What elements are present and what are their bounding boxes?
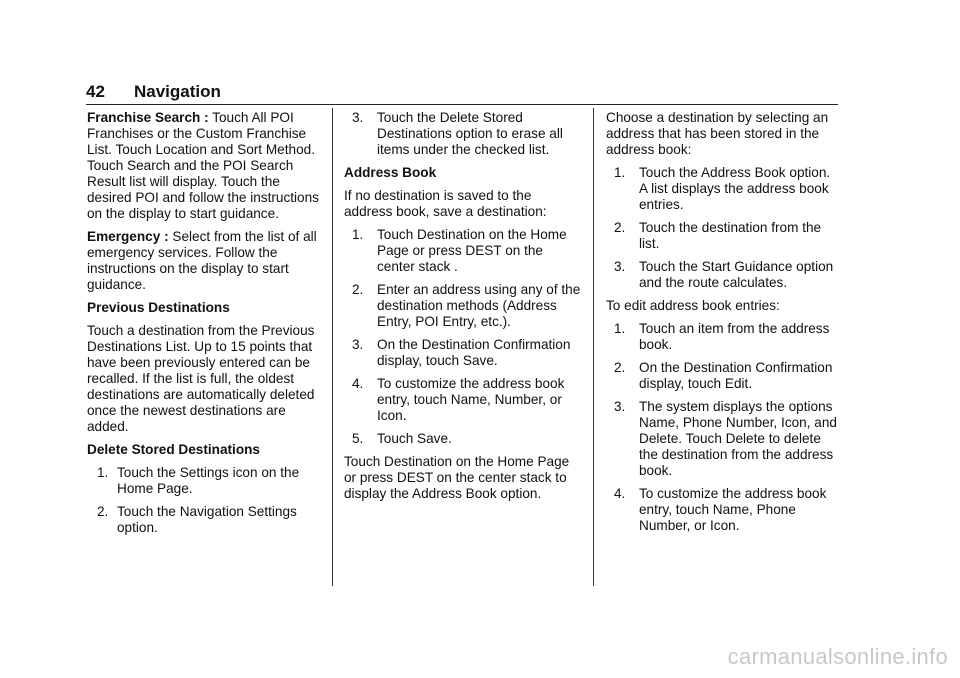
- step-number: 3.: [614, 259, 626, 274]
- franchise-search-term: Franchise Search :: [87, 110, 209, 125]
- step-number: 1.: [614, 165, 626, 180]
- page-header: [86, 82, 838, 104]
- previous-destinations-heading: Previous Destinations: [87, 300, 230, 315]
- step-text: Touch an item from the address book.: [639, 321, 830, 352]
- address-book-intro: If no destination is saved to the address book, save a destination:: [344, 188, 547, 219]
- step-number: 3.: [352, 110, 364, 125]
- step-text: Touch the Delete Stored Destinations option to erase all items under the checked list.: [377, 110, 563, 157]
- list-item: [344, 282, 581, 330]
- step-text: On the Destination Confirmation display, touch Save.: [377, 337, 571, 368]
- column-2: [344, 110, 581, 509]
- step-text: Touch the Navigation Settings option.: [117, 504, 297, 535]
- edit-steps-list: [606, 321, 840, 534]
- step-text: Touch Destination on the Home Page or press DEST on the center stack .: [377, 227, 567, 274]
- step-text: Enter an address using any of the destination methods (Address Entry, POI Entry, etc.).: [377, 282, 581, 329]
- list-item: [606, 165, 840, 213]
- list-item: [87, 504, 320, 536]
- delete-stored-destinations-heading: Delete Stored Destinations: [87, 442, 260, 457]
- previous-destinations-text: Touch a destination from the Previous Destinations List. Up to 15 points that have been previously entered can be recalled. If the list is full, the oldest destinations are automatically deleted once the newest destinations are added.: [87, 323, 315, 434]
- choose-destination-intro: Choose a destination by selecting an address that has been stored in the address book:: [606, 110, 829, 157]
- list-item: [606, 259, 840, 291]
- step-text: Touch the Address Book option. A list displays the address book entries.: [639, 165, 831, 212]
- header-rule: [86, 104, 838, 105]
- step-number: 3.: [614, 399, 626, 414]
- list-item: [344, 110, 581, 158]
- column-3: [606, 110, 840, 541]
- delete-steps-list: [87, 465, 320, 536]
- step-number: 1.: [614, 321, 626, 336]
- list-item: [344, 227, 581, 275]
- step-number: 2.: [97, 504, 109, 519]
- delete-steps-list-continued: [344, 110, 581, 158]
- list-item: [344, 337, 581, 369]
- column-1: [87, 110, 320, 543]
- page-number: 42: [86, 82, 105, 101]
- emergency-paragraph: [87, 229, 320, 293]
- step-number: 4.: [352, 376, 364, 391]
- list-item: [606, 220, 840, 252]
- list-item: [606, 399, 840, 479]
- step-text: Touch the Settings icon on the Home Page.: [117, 465, 300, 496]
- step-number: 1.: [97, 465, 109, 480]
- step-number: 4.: [614, 486, 626, 501]
- address-book-heading: Address Book: [344, 165, 437, 180]
- step-number: 2.: [614, 360, 626, 375]
- step-text: Touch the destination from the list.: [639, 220, 822, 251]
- edit-address-intro: To edit address book entries:: [606, 298, 780, 313]
- list-item: [606, 321, 840, 353]
- step-text: To customize the address book entry, touch Name, Number, or Icon.: [377, 376, 565, 423]
- list-item: [87, 465, 320, 497]
- column-divider-1: [332, 108, 333, 586]
- step-text: Touch the Start Guidance option and the route calculates.: [639, 259, 834, 290]
- step-number: 2.: [352, 282, 364, 297]
- step-text: Touch Save.: [377, 431, 452, 446]
- step-number: 2.: [614, 220, 626, 235]
- franchise-search-text: Touch All POI Franchises or the Custom Franchise List. Touch Location and Sort Method. Touch Search and the POI Search Result list will display. Touch the desired POI and follow the instructions on the display to start guidance.: [87, 110, 319, 221]
- step-text: The system displays the options Name, Phone Number, Icon, and Delete. Touch Delete to delete the destination from the address book.: [639, 399, 837, 478]
- column-divider-2: [593, 108, 594, 586]
- step-number: 5.: [352, 431, 364, 446]
- list-item: [344, 376, 581, 424]
- watermark: carmanualsonline.info: [727, 644, 948, 669]
- franchise-search-paragraph: [87, 110, 320, 222]
- address-save-steps-list: [344, 227, 581, 447]
- step-text: On the Destination Confirmation display, touch Edit.: [639, 360, 833, 391]
- address-book-outro: Touch Destination on the Home Page or press DEST on the center stack to display the Address Book option.: [344, 454, 570, 501]
- list-item: [606, 360, 840, 392]
- step-number: 1.: [352, 227, 364, 242]
- list-item: [606, 486, 840, 534]
- list-item: [344, 431, 581, 447]
- choose-steps-list: [606, 165, 840, 291]
- step-number: 3.: [352, 337, 364, 352]
- emergency-term: Emergency :: [87, 229, 169, 244]
- emergency-text: Select from the list of all emergency services. Follow the instructions on the display to start guidance.: [87, 229, 317, 292]
- step-text: To customize the address book entry, touch Name, Phone Number, or Icon.: [639, 486, 827, 533]
- section-title: Navigation: [134, 82, 221, 101]
